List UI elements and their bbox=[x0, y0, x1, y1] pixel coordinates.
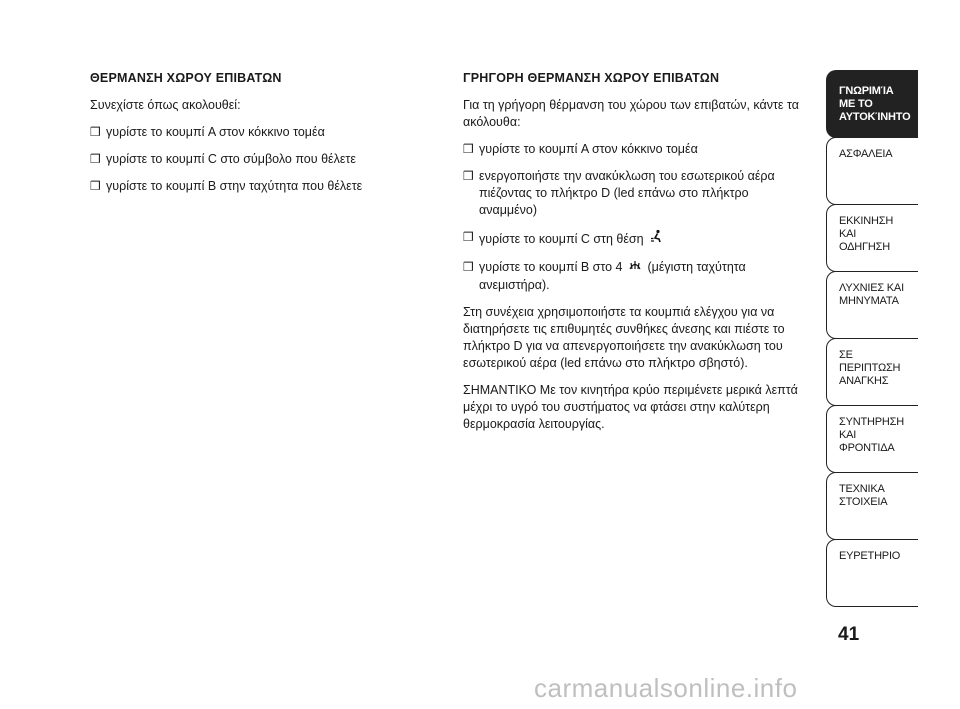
list-item bbox=[90, 178, 410, 195]
tab-label: ΕΚΚΙΝΗΣΗ ΚΑΙ bbox=[839, 215, 894, 240]
tab-label: ΤΕΧΝΙΚΑ bbox=[839, 483, 885, 495]
tab-label: ΛΥΧΝΙΕΣ ΚΑΙ bbox=[839, 282, 904, 294]
list-item bbox=[90, 151, 410, 168]
section-heading-fast-heating: ΓΡΗΓΟΡΗ ΘΕΡΜΑΝΣΗ ΧΩΡΟΥ ΕΠΙΒΑΤΩΝ bbox=[463, 71, 720, 85]
list-item bbox=[463, 229, 803, 249]
tab-emergency[interactable] bbox=[826, 338, 918, 406]
checkbox-bullet-icon: ❒ bbox=[90, 152, 101, 166]
tab-label: ΚΑΙ ΦΡΟΝΤΙΔΑ bbox=[839, 429, 895, 454]
tab-label: ΟΔΗΓΗΣΗ bbox=[839, 241, 890, 253]
list-item bbox=[463, 259, 803, 294]
list-item-text: γυρίστε το κουμπί C στο σύμβολο που θέλετε bbox=[106, 152, 356, 166]
section-heading-passenger-heating: ΘΕΡΜΑΝΣΗ ΧΩΡΟΥ ΕΠΙΒΑΤΩΝ bbox=[90, 71, 282, 85]
tab-label: ΑΝΑΓΚΗΣ bbox=[839, 375, 889, 387]
list-item-text bbox=[479, 259, 803, 294]
list-item-text: ενεργοποιήστε την ανακύκλωση του εσωτερικού αέρα πιέζοντας το πλήκτρο D (led επάνω στο πλήκτρο αναμμένο) bbox=[479, 169, 775, 217]
intro-text: Συνεχίστε όπως ακολουθεί: bbox=[90, 98, 241, 112]
body-paragraph: Στη συνέχεια χρησιμοποιήστε τα κουμπιά ελέγχου για να διατηρήσετε τις επιθυμητές συνθήκες άνεσης και πιέστε το πλήκτρο D για να απενεργοποιήσετε την ανακύκλωση του εσωτερικού αέρα (led επάνω στο πλήκτρο σβηστό). bbox=[463, 305, 785, 370]
tab-label: ΣΕ ΠΕΡΙΠΤΩΣΗ bbox=[839, 349, 901, 374]
tab-label: ΑΥΤΟΚΊΝΗΤΟ bbox=[839, 111, 911, 123]
tab-label: ΣΤΟΙΧΕΙΑ bbox=[839, 496, 888, 508]
list-item bbox=[90, 124, 410, 141]
important-note: ΣΗΜΑΝΤΙΚΟ Με τον κινητήρα κρύο περιμένετε μερικά λεπτά μέχρι το υγρό του συστήματος να φτάσει στην καλύτερη θερμοκρασία λειτουργίας. bbox=[463, 383, 798, 431]
right-column bbox=[463, 70, 803, 443]
tab-label: ΓΝΩΡΙΜΊΑ bbox=[839, 85, 894, 97]
tab-index[interactable] bbox=[826, 539, 918, 607]
list-item-text-part: (μέγιστη ταχύτητα ανεμιστήρα). bbox=[479, 260, 746, 292]
list-item-text-part: γυρίστε το κουμπί C στη θέση bbox=[479, 232, 644, 246]
tab-label: ΜΗΝΥΜΑΤΑ bbox=[839, 295, 899, 307]
tab-warning-lights[interactable] bbox=[826, 271, 918, 339]
left-column bbox=[90, 70, 410, 205]
tab-getting-to-know-car[interactable] bbox=[826, 70, 918, 138]
tab-label: ΕΥΡΕΤΗΡΙΟ bbox=[839, 550, 901, 562]
list-item bbox=[463, 168, 803, 219]
tab-safety[interactable] bbox=[826, 137, 918, 205]
watermark: carmanualsonline.info bbox=[534, 673, 798, 703]
checkbox-bullet-icon: ❒ bbox=[463, 260, 474, 274]
list-item bbox=[463, 141, 803, 158]
tab-maintenance[interactable] bbox=[826, 405, 918, 473]
checkbox-bullet-icon: ❒ bbox=[463, 230, 474, 244]
tab-technical-data[interactable] bbox=[826, 472, 918, 540]
fan-speed-icon bbox=[628, 259, 642, 277]
list-item-text bbox=[479, 229, 803, 249]
list-item-text-part: γυρίστε το κουμπί B στο 4 bbox=[479, 260, 623, 274]
checkbox-bullet-icon: ❒ bbox=[90, 125, 101, 139]
checkbox-bullet-icon: ❒ bbox=[90, 179, 101, 193]
list-item-text: γυρίστε το κουμπί B στην ταχύτητα που θέλετε bbox=[106, 179, 363, 193]
checkbox-bullet-icon: ❒ bbox=[463, 169, 474, 183]
checkbox-bullet-icon: ❒ bbox=[463, 142, 474, 156]
page-number: 41 bbox=[838, 624, 860, 645]
tab-label: ΜΕ ΤΟ bbox=[839, 98, 873, 110]
air-to-feet-icon bbox=[649, 229, 663, 249]
tab-label: ΣΥΝΤΗΡΗΣΗ bbox=[839, 416, 904, 428]
tab-starting-driving[interactable] bbox=[826, 204, 918, 272]
chapter-tabs bbox=[826, 70, 918, 607]
tab-label: ΑΣΦΑΛΕΙΑ bbox=[839, 148, 893, 160]
list-item-text: γυρίστε το κουμπί A στον κόκκινο τομέα bbox=[479, 142, 698, 156]
list-item-text: γυρίστε το κουμπί A στον κόκκινο τομέα bbox=[106, 125, 325, 139]
intro-text: Για τη γρήγορη θέρμανση του χώρου των επιβατών, κάντε τα ακόλουθα: bbox=[463, 98, 799, 129]
